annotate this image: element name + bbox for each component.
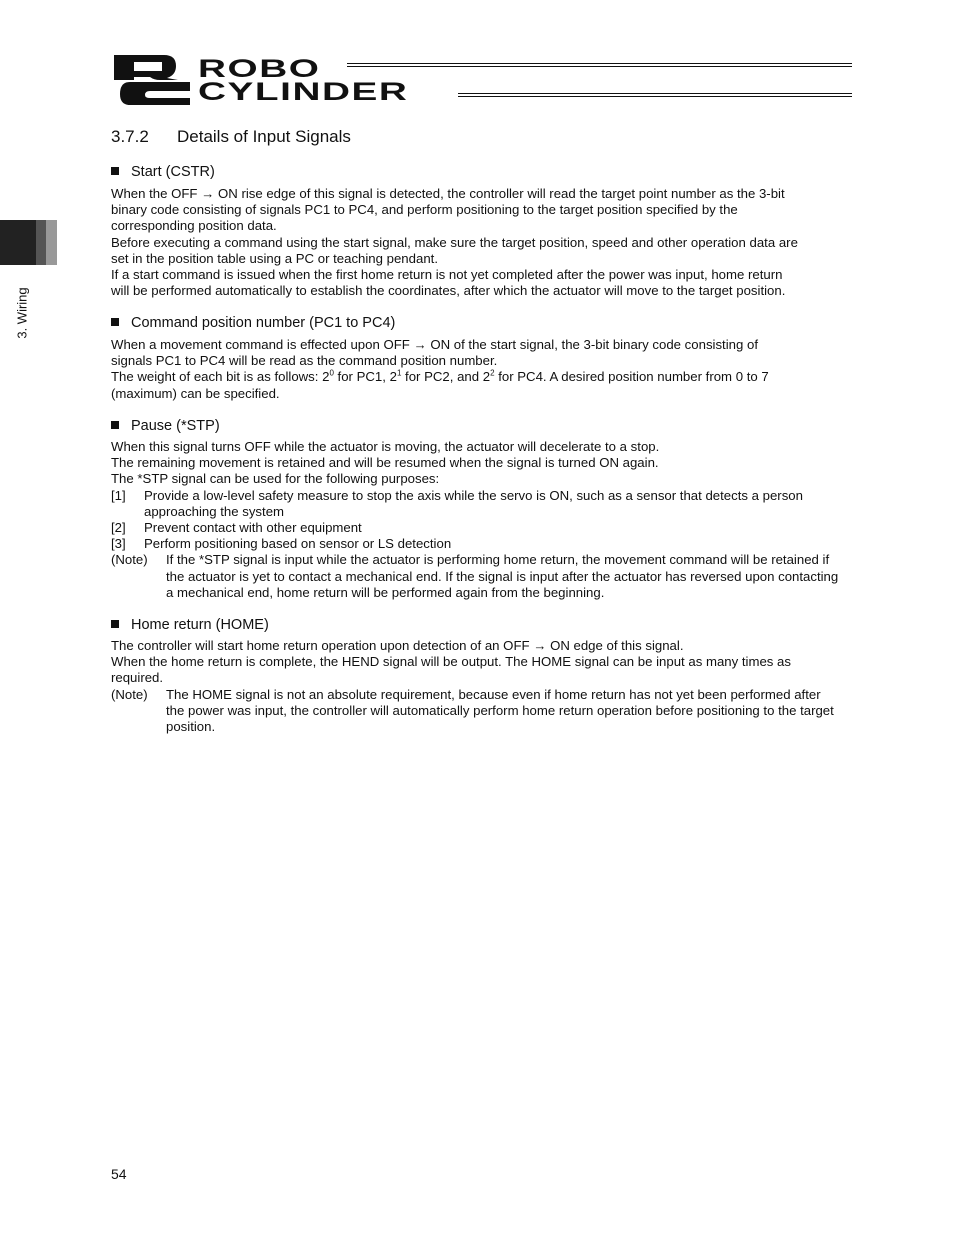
start-line: corresponding position data. xyxy=(111,218,277,234)
heading-pause xyxy=(111,418,220,434)
heading-command-text: Command position number (PC1 to PC4) xyxy=(131,315,396,331)
weight-text: for PC4. A desired position number from 0 to 7 xyxy=(494,369,769,385)
command-line: When a movement command is effected upon OFF → ON of the start signal, the 3-bit binary code consisting of xyxy=(111,337,758,352)
note-label: (Note) xyxy=(111,686,148,702)
note-label: (Note) xyxy=(111,552,148,568)
start-line: set in the position table using a PC or teaching pendant. xyxy=(111,250,438,266)
start-line: If a start command is issued when the first home return is not yet completed after the power was input, home return xyxy=(111,267,783,283)
logo-robo-text: ROBO xyxy=(198,55,321,83)
bullet-square-icon xyxy=(111,620,119,628)
weight-text: The weight of each bit is as follows: 2 xyxy=(111,369,330,385)
side-tab-block-mid xyxy=(36,220,46,265)
command-line: (maximum) can be specified. xyxy=(111,385,280,401)
header-rule-top xyxy=(347,63,852,64)
bullet-square-icon xyxy=(111,167,119,175)
home-line: The controller will start home return operation upon detection of an OFF → ON edge of this signal. xyxy=(111,638,684,653)
heading-pause-text: Pause (*STP) xyxy=(131,418,220,434)
heading-command xyxy=(111,315,395,331)
note xyxy=(111,687,851,736)
command-weight-line xyxy=(111,369,851,385)
pause-line: When this signal turns OFF while the actuator is moving, the actuator will decelerate to a stop. xyxy=(111,439,660,454)
page-number: 54 xyxy=(111,1166,127,1182)
pause-line: The remaining movement is retained and will be resumed when the signal is turned ON again. xyxy=(111,455,659,471)
header-rule-bottom-2 xyxy=(458,96,852,97)
pause-paragraph xyxy=(111,439,851,601)
start-line: binary code consisting of signals PC1 to PC4, and perform positioning to the target position specified by the xyxy=(111,202,738,218)
heading-start-text: Start (CSTR) xyxy=(131,164,215,180)
home-paragraph xyxy=(111,638,851,735)
heading-start xyxy=(111,164,215,180)
side-tab-block xyxy=(0,220,36,265)
section-title xyxy=(111,127,351,147)
exponent: 1 xyxy=(396,369,402,379)
home-line: required. xyxy=(111,670,164,686)
note xyxy=(111,552,851,601)
weight-text: for PC1, 2 xyxy=(333,369,397,385)
logo-cylinder-text: CYLINDER xyxy=(198,78,409,106)
start-paragraph xyxy=(111,186,851,299)
list-item-label: [2] xyxy=(111,520,126,536)
exponent: 2 xyxy=(490,369,495,379)
note-text: If the *STP signal is input while the actuator is performing home return, the movement command will be retained if the actuator is yet to contact a mechanical end. If the signal is input after the actuator has reversed upon contacting a mechanical end, home return will be performed again from the beginning. xyxy=(166,552,839,600)
header-rule-top-2 xyxy=(347,66,852,67)
heading-home-text: Home return (HOME) xyxy=(131,617,269,633)
heading-home xyxy=(111,617,269,633)
pause-line: The *STP signal can be used for the following purposes: xyxy=(111,471,440,487)
list-item-text: Perform positioning based on sensor or LS detection xyxy=(144,536,452,552)
list-item-label: [1] xyxy=(111,487,126,503)
bullet-square-icon xyxy=(111,421,119,429)
home-line: When the home return is complete, the HEND signal will be output. The HOME signal can be input as many times as xyxy=(111,654,791,670)
weight-text: for PC2, and 2 xyxy=(401,369,491,385)
bullet-square-icon xyxy=(111,318,119,326)
list-item-text: Prevent contact with other equipment xyxy=(144,520,362,536)
header-rule-bottom xyxy=(458,93,852,94)
start-line: will be performed automatically to establish the coordinates, after which the actuator will move to the target position. xyxy=(111,283,786,299)
command-line: signals PC1 to PC4 will be read as the command position number. xyxy=(111,353,498,369)
command-paragraph xyxy=(111,337,851,402)
start-line: When the OFF → ON rise edge of this signal is detected, the controller will read the target point number as the 3-bit xyxy=(111,186,785,201)
section-number: 3.7.2 xyxy=(111,127,149,146)
start-line: Before executing a command using the start signal, make sure the target position, speed and other operation data are xyxy=(111,234,798,250)
side-chapter-text: 3. Wiring xyxy=(14,287,30,339)
section-title-text: Details of Input Signals xyxy=(177,127,351,146)
note-text: The HOME signal is not an absolute requirement, because even if home return has not yet been performed after the power was input, the controller will automatically perform home return operation before positioning to the target position. xyxy=(166,686,834,735)
side-chapter-label xyxy=(14,278,30,348)
list-item-label: [3] xyxy=(111,536,126,552)
exponent: 0 xyxy=(329,369,334,379)
list-item xyxy=(111,536,851,552)
list-item xyxy=(111,520,851,536)
list-item-text: Provide a low-level safety measure to stop the axis while the servo is ON, such as a sensor that detects a person approaching the system xyxy=(144,487,803,519)
list-item xyxy=(111,488,851,520)
side-tab-block-light xyxy=(46,220,57,265)
rc-logo xyxy=(112,53,192,107)
